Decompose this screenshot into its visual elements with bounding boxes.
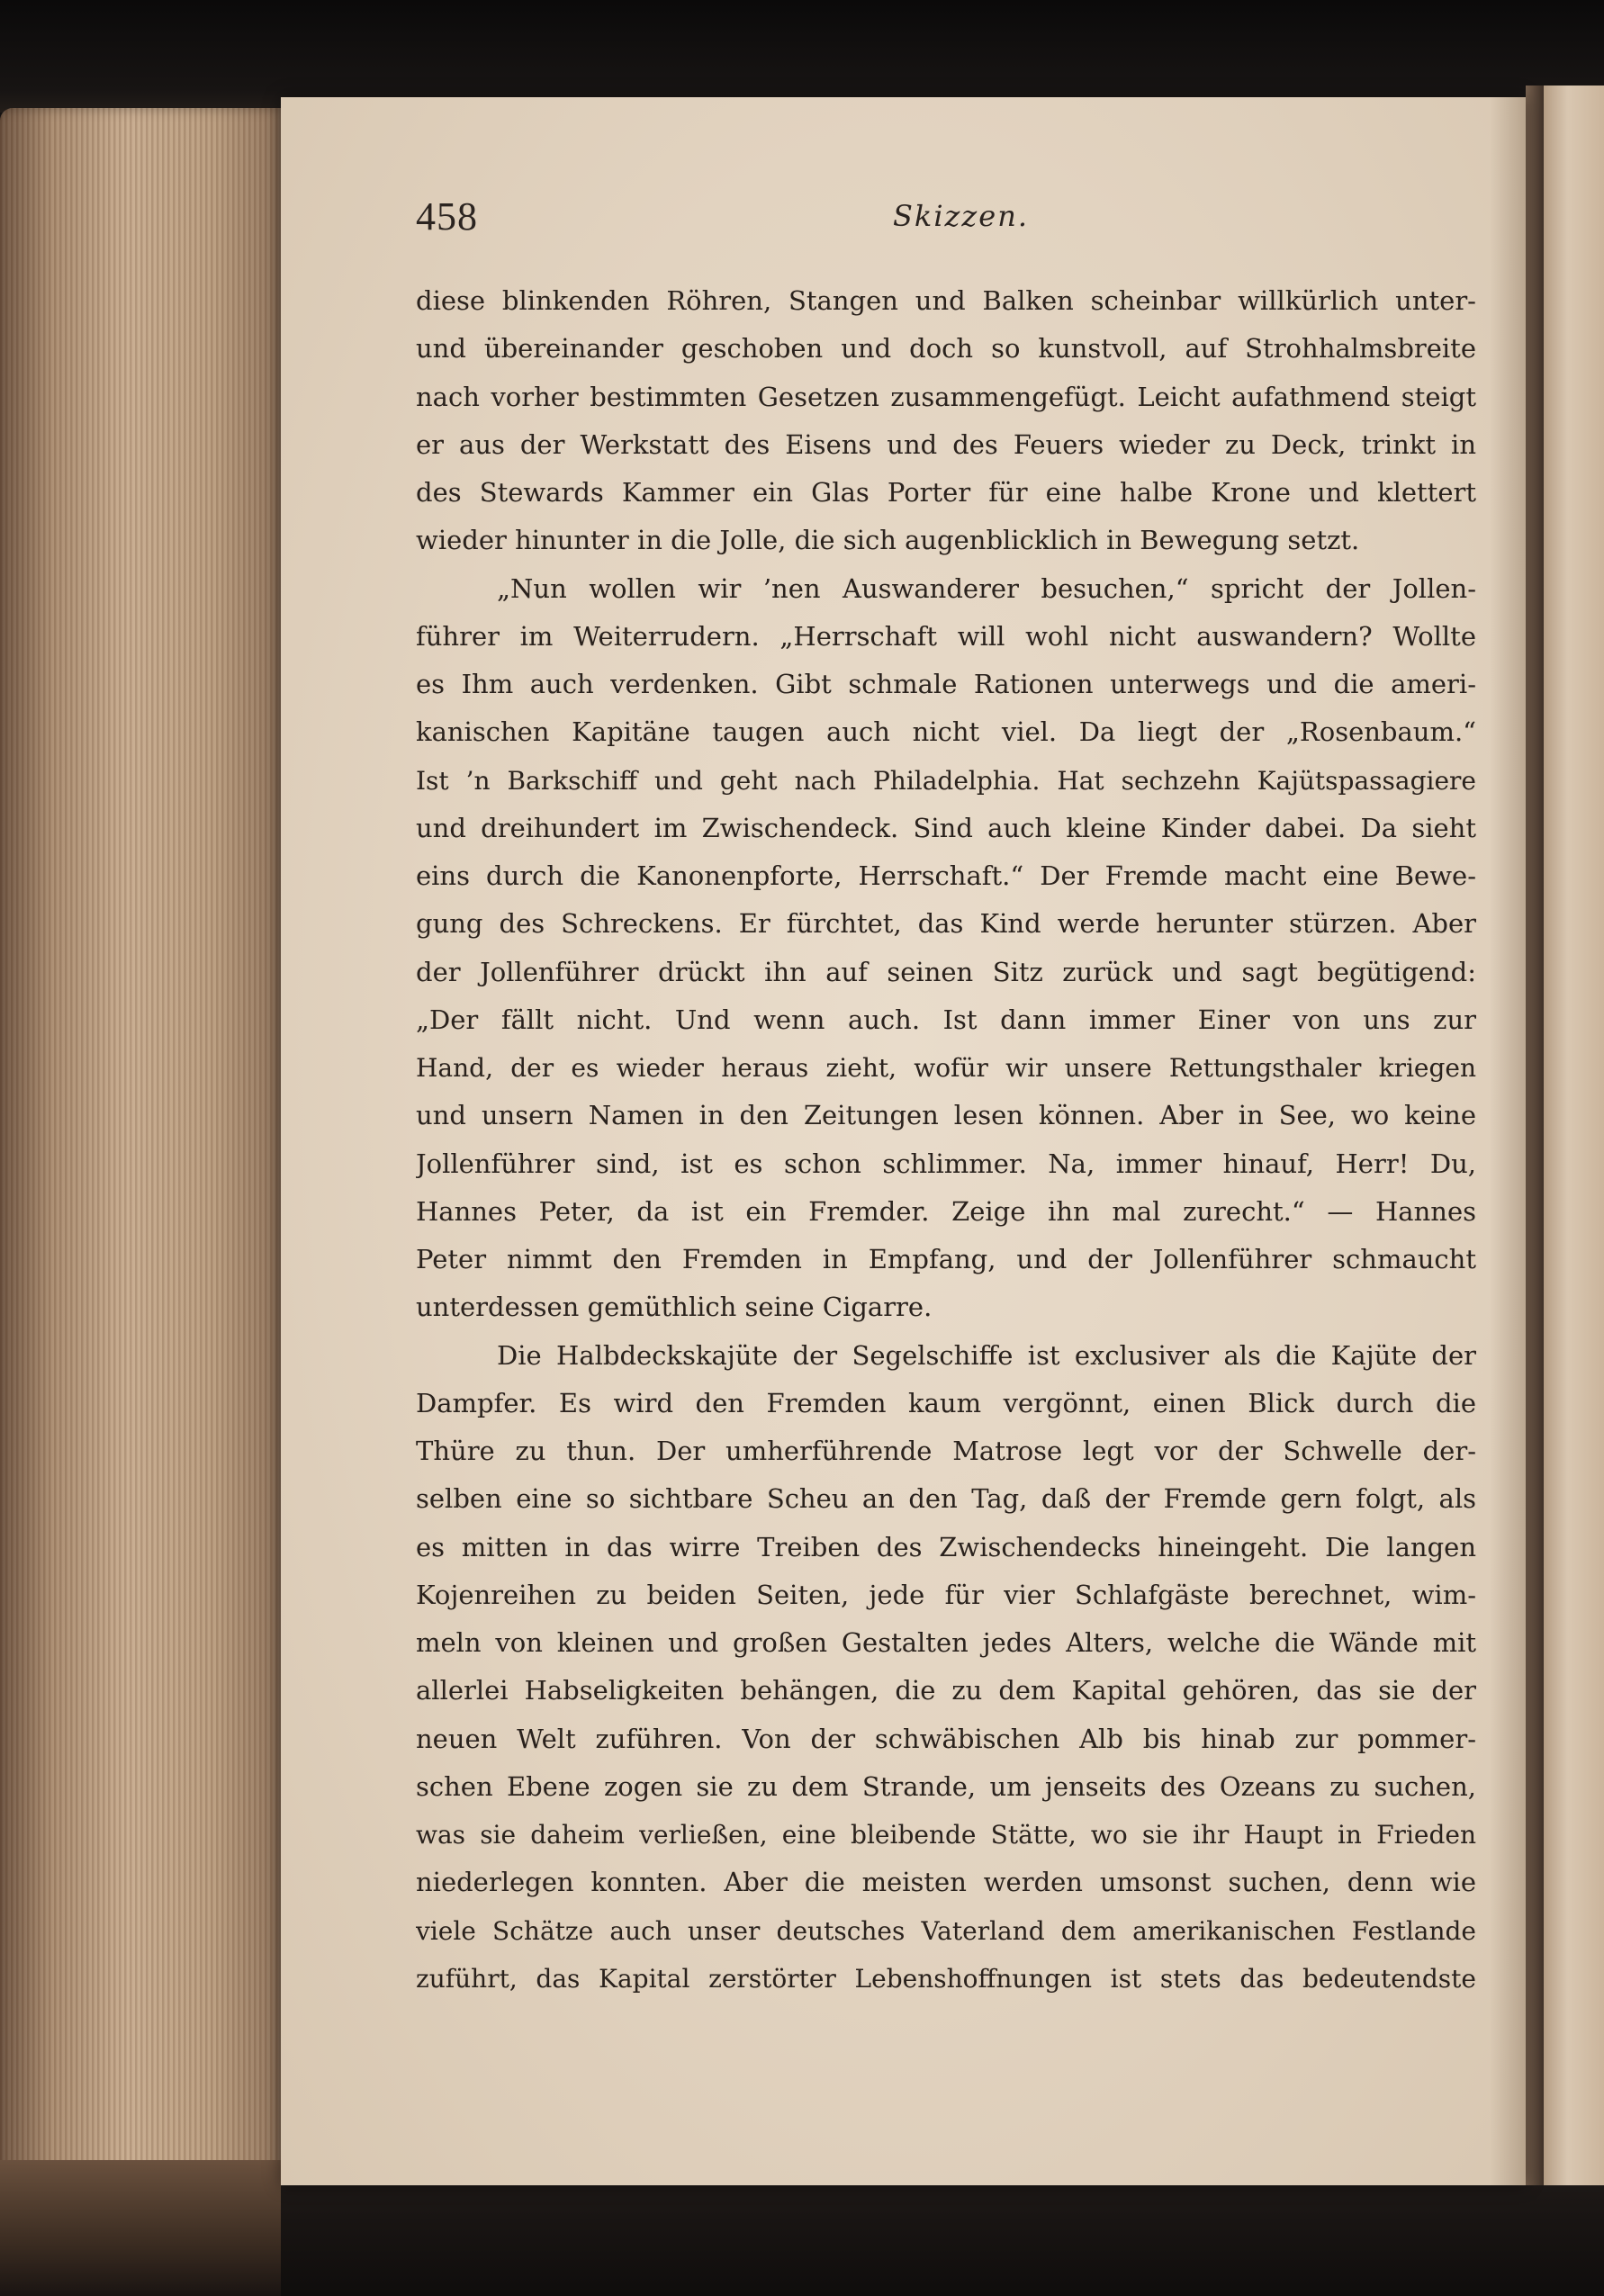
text-line: des Stewards Kammer ein Glas Porter für eine halbe Krone und klettert	[416, 477, 1476, 508]
page-edges	[0, 108, 286, 2178]
book-gutter	[1526, 86, 1544, 2196]
text-line: Jollenführer sind, ist es schon schlimmer. Na, immer hinauf, Herr! Du,	[416, 1148, 1476, 1179]
text-line: viele Schätze auch unser deutsches Vaterland dem amerikanischen Festlande	[416, 1915, 1476, 1946]
text-line: Kojenreihen zu beiden Seiten, jede für vier Schlafgäste berechnet, wim-	[416, 1579, 1476, 1610]
book-cover-edge	[0, 2160, 297, 2296]
text-line: Hand, der es wieder heraus zieht, wofür wir unsere Rettungsthaler kriegen	[416, 1053, 1476, 1083]
text-line: es mitten in das wirre Treiben des Zwischendecks hineingeht. Die langen	[416, 1531, 1476, 1562]
text-line: diese blinkenden Röhren, Stangen und Balken scheinbar willkürlich unter-	[416, 285, 1476, 316]
text-line: Die Halbdeckskajüte der Segelschiffe ist exclusiver als die Kajüte der	[497, 1339, 1476, 1371]
text-line: kanischen Kapitäne taugen auch nicht viel. Da liegt der „Rosenbaum.“	[416, 716, 1476, 748]
text-line: und dreihundert im Zwischendeck. Sind auch kleine Kinder dabei. Da sieht	[416, 812, 1476, 843]
dark-background	[0, 0, 1604, 113]
text-line: und unsern Namen in den Zeitungen lesen können. Aber in See, wo keine	[416, 1100, 1476, 1131]
text-line: allerlei Habseligkeiten behängen, die zu dem Kapital gehören, das sie der	[416, 1675, 1476, 1706]
text-line: führer im Weiterrudern. „Herrschaft will wohl nicht auswandern? Wollte	[416, 620, 1476, 652]
text-line: schen Ebene zogen sie zu dem Strande, um jenseits des Ozeans zu suchen,	[416, 1770, 1476, 1802]
text-line: nach vorher bestimmten Gesetzen zusammengefügt. Leicht aufathmend steigt	[416, 381, 1476, 412]
page-header	[416, 194, 1478, 248]
text-line: gung des Schreckens. Er fürchtet, das Kind werde herunter stürzen. Aber	[416, 908, 1476, 940]
text-line: Ist ’n Barkschiff und geht nach Philadelphia. Hat sechzehn Kajütspassagiere	[416, 765, 1476, 796]
text-line: Thüre zu thun. Der umherführende Matrose legt vor der Schwelle der-	[416, 1436, 1476, 1466]
text-line: „Nun wollen wir ’nen Auswanderer besuchen,“ spricht der Jollen-	[497, 572, 1476, 604]
text-line: selben eine so sichtbare Scheu an den Tag, daß der Fremde gern folgt, als	[416, 1483, 1476, 1515]
text-line: niederlegen konnten. Aber die meisten werden umsonst suchen, denn wie	[416, 1867, 1476, 1898]
text-line: zuführt, das Kapital zerstörter Lebenshoffnungen ist stets das bedeutendste	[416, 1963, 1476, 1994]
text-line: es Ihm auch verdenken. Gibt schmale Rationen unterwegs und die ameri-	[416, 669, 1476, 699]
facing-page-edge	[1544, 86, 1604, 2196]
text-line: „Der fällt nicht. Und wenn auch. Ist dann immer Einer von uns zur	[416, 1004, 1476, 1035]
running-head: Skizzen.	[893, 199, 1029, 233]
text-line: wieder hinunter in die Jolle, die sich augenblicklich in Bewegung setzt.	[416, 525, 1360, 556]
text-line: neuen Welt zuführen. Von der schwäbischen Alb bis hinab zur pommer-	[416, 1723, 1476, 1754]
text-line: was sie daheim verließen, eine bleibende Stätte, wo sie ihr Haupt in Frieden	[416, 1820, 1476, 1850]
text-line: Dampfer. Es wird den Fremden kaum vergönnt, einen Blick durch die	[416, 1387, 1476, 1418]
text-line: unterdessen gemüthlich seine Cigarre.	[416, 1292, 933, 1323]
body-text	[416, 277, 1476, 2003]
text-line: eins durch die Kanonenpforte, Herrschaft.“ Der Fremde macht eine Bewe-	[416, 860, 1476, 891]
text-line: Hannes Peter, da ist ein Fremder. Zeige ihn mal zurecht.“ — Hannes	[416, 1195, 1476, 1227]
text-line: Peter nimmt den Fremden in Empfang, und der Jollenführer schmaucht	[416, 1244, 1476, 1274]
bottom-shadow	[281, 2185, 1604, 2296]
page-number: 458	[416, 194, 478, 239]
text-line: er aus der Werkstatt des Eisens und des Feuers wieder zu Deck, trinkt in	[416, 428, 1476, 460]
text-line: der Jollenführer drückt ihn auf seinen Sitz zurück und sagt begütigend:	[416, 956, 1476, 987]
text-line: meln von kleinen und großen Gestalten jedes Alters, welche die Wände mit	[416, 1627, 1476, 1658]
text-line: und übereinander geschoben und doch so kunstvoll, auf Strohhalmsbreite	[416, 333, 1476, 365]
